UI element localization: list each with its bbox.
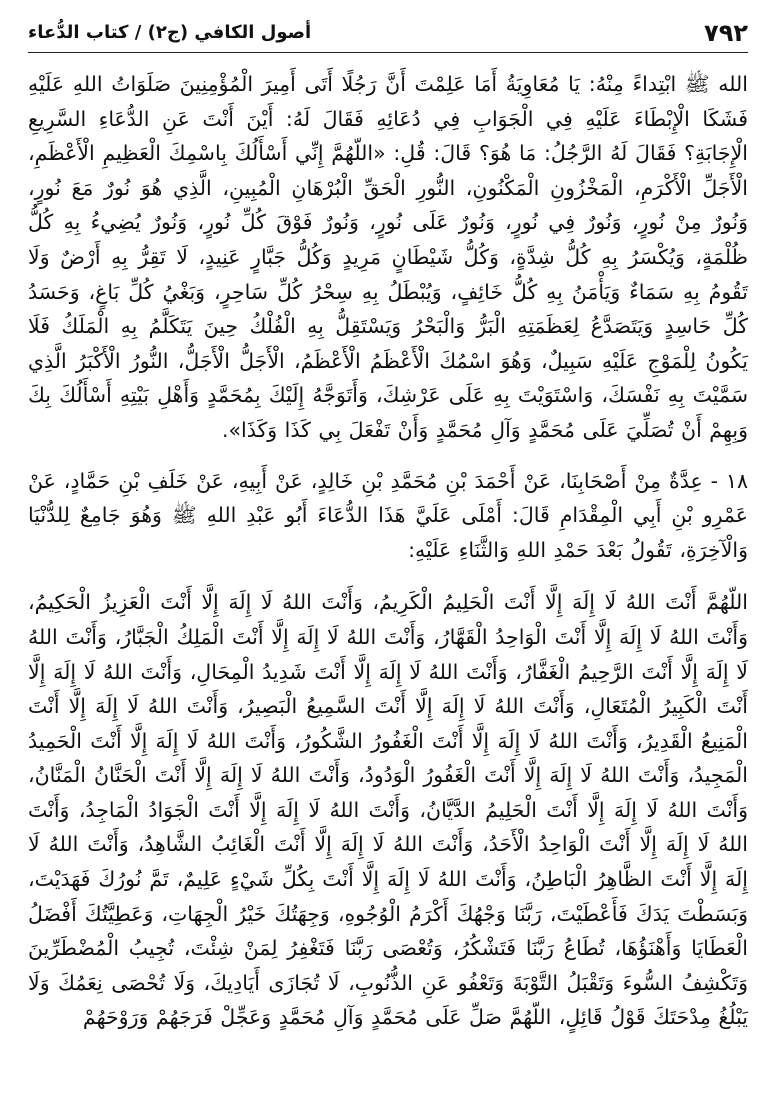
supplication-paragraph: اللّهُمَّ أَنْتَ اللهُ لَا إِلَهَ إِلَّا أَنْتَ الْحَلِيمُ الْكَرِيمُ، وَأَنْتَ اللهُ لَا إِلَهَ إِلَّا أَنْتَ الْعَزِيزُ الْحَكِيمُ، وَأَنْتَ اللهُ لَا إِلَهَ إِلَّا أَنْتَ الْوَاحِدُ الْقَهَّارُ، وَأَنْتَ اللهُ لَا إِلَهَ إِلَّا أَنْتَ الْمَلِكُ الْجَبَّارُ، وَأَنْتَ اللهُ لَا إِلَهَ إِلَّا أَنْتَ الرَّحِيمُ الْغَفَّارُ، وَأَنْتَ اللهُ لَا إِلَهَ إِلَّا أَنْتَ شَدِيدُ الْمِحَالِ، وَأَنْتَ اللهُ لَا إِلَهَ إِلَّا أَنْتَ الْكَبِيرُ الْمُتَعَالِ، وَأَنْتَ اللهُ لَا إِلَهَ إِلَّا أَنْتَ السَّمِيعُ الْبَصِيرُ، وَأَنْتَ اللهُ لَا إِلَهَ إِلَّا أَنْتَ الْمَنِيعُ الْقَدِيرُ، وَأَنْتَ اللهُ لَا إِلَهَ إِلَّا أَنْتَ الْغَفُورُ الشَّكُورُ، وَأَنْتَ اللهُ لَا إِلَهَ إِلَّا أَنْتَ الْحَمِيدُ الْمَجِيدُ، وَأَنْتَ اللهُ لَا إِلَهَ إِلَّا أَنْتَ الْغَفُورُ الْوَدُودُ، وَأَنْتَ اللهُ لَا إِلَهَ إِلَّا أَنْتَ الْحَنَّانُ الْمَنَّانُ، وَأَنْتَ اللهُ لَا إِلَهَ إِلَّا أَنْتَ الْحَلِيمُ الدَّيَّانُ، وَأَنْتَ اللهُ لَا إِلَهَ إِلَّا أَنْتَ الْجَوَادُ الْمَاجِدُ، وَأَنْتَ اللهُ لَا إِلَهَ إِلَّا أَنْتَ الْوَاحِدُ الْأَحَدُ، وَأَنْتَ اللهُ لَا إِلَهَ إِلَّا أَنْتَ الْغَائِبُ الشَّاهِدُ، وَأَنْتَ اللهُ لَا إِلَهَ إِلَّا أَنْتَ الظَّاهِرُ الْبَاطِنُ، وَأَنْتَ اللهُ لَا إِلَهَ إِلَّا أَنْتَ بِكُلِّ شَيْءٍ عَلِيمٌ، تَمَّ نُورُكَ فَهَدَيْتَ، وَبَسَطْتَ يَدَكَ فَأَعْطَيْتَ، رَبَّنَا وَجْهُكَ أَكْرَمُ الْوُجُوهِ، وَجِهَتُكَ خَيْرُ الْجِهَاتِ، وَعَطِيَّتُكَ أَفْضَلُ الْعَطَايَا وَأَهْنَؤُهَا، تُطَاعُ رَبَّنَا فَتَشْكُرُ، وَتُعْصَى رَبَّنَا فَتَغْفِرُ لِمَنْ شِئْتَ، تُجِيبُ الْمُضْطَرِّينَ وَتَكْشِفُ السُّوءَ وَتَقْبَلُ التَّوْبَةَ وَتَعْفُو عَنِ الذُّنُوبِ، لَا تُجَازَى أَيَادِيكَ، وَلَا تُحْصَى نِعَمُكَ وَلَا يَبْلُغُ مِدْحَتَكَ قَوْلُ قَائِلٍ، اللّهُمَّ صَلِّ عَلَى مُحَمَّدٍ وَآلِ مُحَمَّدٍ وَعَجِّلْ فَرَجَهُمْ وَرَوْحَهُمْ xyxy=(28,590,748,1030)
header-rule xyxy=(28,52,748,53)
page-number: ٧٩٢ xyxy=(704,19,748,47)
body-paragraph-1: الله ﷺ ابْتِداءً مِنْهُ: يَا مُعَاوِيَةُ أَمَا عَلِمْتَ أَنَّ رَجُلًا أَتَى أَمِيرَ الْمُؤْمِنِينَ صَلَوَاتُ اللهِ عَلَيْهِ فَشَكَا الْإِبْطَاءَ عَلَيْهِ فِي الْجَوَابِ فِي دُعَائِهِ فَقَالَ لَهُ: أَيْنَ أَنْتَ عَنِ الدُّعَاءِ السَّرِيعِ الْإِجَابَةِ؟ فَقَالَ لَهُ الرَّجُلُ: مَا هُوَ؟ قَالَ: قُلِ: «اللّهُمَّ إِنِّي أَسْأَلُكَ بِاسْمِكَ الْعَظِيمِ الْأَعْظَمِ، الْأَجَلِّ الْأَكْرَمِ، الْمَخْزُونِ الْمَكْنُونِ، النُّورِ الْحَقِّ الْبُرْهَانِ الْمُبِينِ، الَّذِي هُوَ نُورٌ مَعَ نُورٍ، وَنُورٌ مِنْ نُورٍ، وَنُورٌ فِي نُورٍ، وَنُورٌ عَلَى نُورٍ، وَنُورٌ فَوْقَ كُلِّ نُورٍ، وَنُورٌ يُضِيءُ بِهِ كُلُّ ظُلْمَةٍ، وَيُكْسَرُ بِهِ كُلُّ شِدَّةٍ، وَكُلُّ شَيْطَانٍ مَرِيدٍ وَكُلُّ جَبَّارٍ عَنِيدٍ، لَا تَقِرُّ بِهِ أَرْضٌ وَلَا تَقُومُ بِهِ سَمَاءٌ وَيَأْمَنُ بِهِ كُلُّ خَائِفٍ، وَيُبْطَلُ بِهِ سِحْرُ كُلِّ سَاحِرٍ، وَبَغْيُ كُلِّ بَاغٍ، وَحَسَدُ كُلِّ حَاسِدٍ وَيَتَصَدَّعُ لِعَظَمَتِهِ الْبَرُّ وَالْبَحْرُ وَيَسْتَقِلُّ بِهِ الْفُلْكُ حِينَ يَتَكَلَّمُ بِهِ الْمَلَكُ فَلَا يَكُونُ لِلْمَوْجِ عَلَيْهِ سَبِيلٌ، وَهُوَ اسْمُكَ الْأَعْظَمُ الْأَعْظَمُ، الْأَجَلُّ الْأَجَلُّ، النُّورُ الْأَكْبَرُ الَّذِي سَمَّيْتَ بِهِ نَفْسَكَ، وَاسْتَوَيْتَ بِهِ عَلَى عَرْشِكَ، وَأَتَوَجَّهُ إِلَيْكَ بِمُحَمَّدٍ وَأَهْلِ بَيْتِهِ أَسْأَلُكَ بِكَ وَبِهِمْ أَنْ تُصَلِّيَ عَلَى مُحَمَّدٍ وَآلِ مُحَمَّدٍ وَأَنْ تَفْعَلَ بِي كَذَا وَكَذَا». xyxy=(28,72,748,442)
hadith-18-paragraph: ١٨ - عِدَّةٌ مِنْ أَصْحَابِنَا، عَنْ أَحْمَدَ بْنِ مُحَمَّدِ بْنِ خَالِدٍ، عَنْ أَبِيهِ، عَنْ خَلَفِ بْنِ حَمَّادٍ، عَنْ عَمْرِو بْنِ أَبِي الْمِقْدَامِ قَالَ: أَمْلَى عَلَيَّ هَذَا الدُّعَاءَ أَبُو عَبْدِ اللهِ ﷺ وَهُوَ جَامِعٌ لِلدُّنْيَا وَالْآخِرَةِ، تَقُولُ بَعْدَ حَمْدِ اللهِ وَالثَّنَاءِ عَلَيْهِ: xyxy=(28,468,748,562)
page-header xyxy=(28,18,748,48)
running-title: أصول الكافي (ج٢) / كتاب الدُّعاء xyxy=(28,22,312,43)
book-page xyxy=(28,18,748,1108)
